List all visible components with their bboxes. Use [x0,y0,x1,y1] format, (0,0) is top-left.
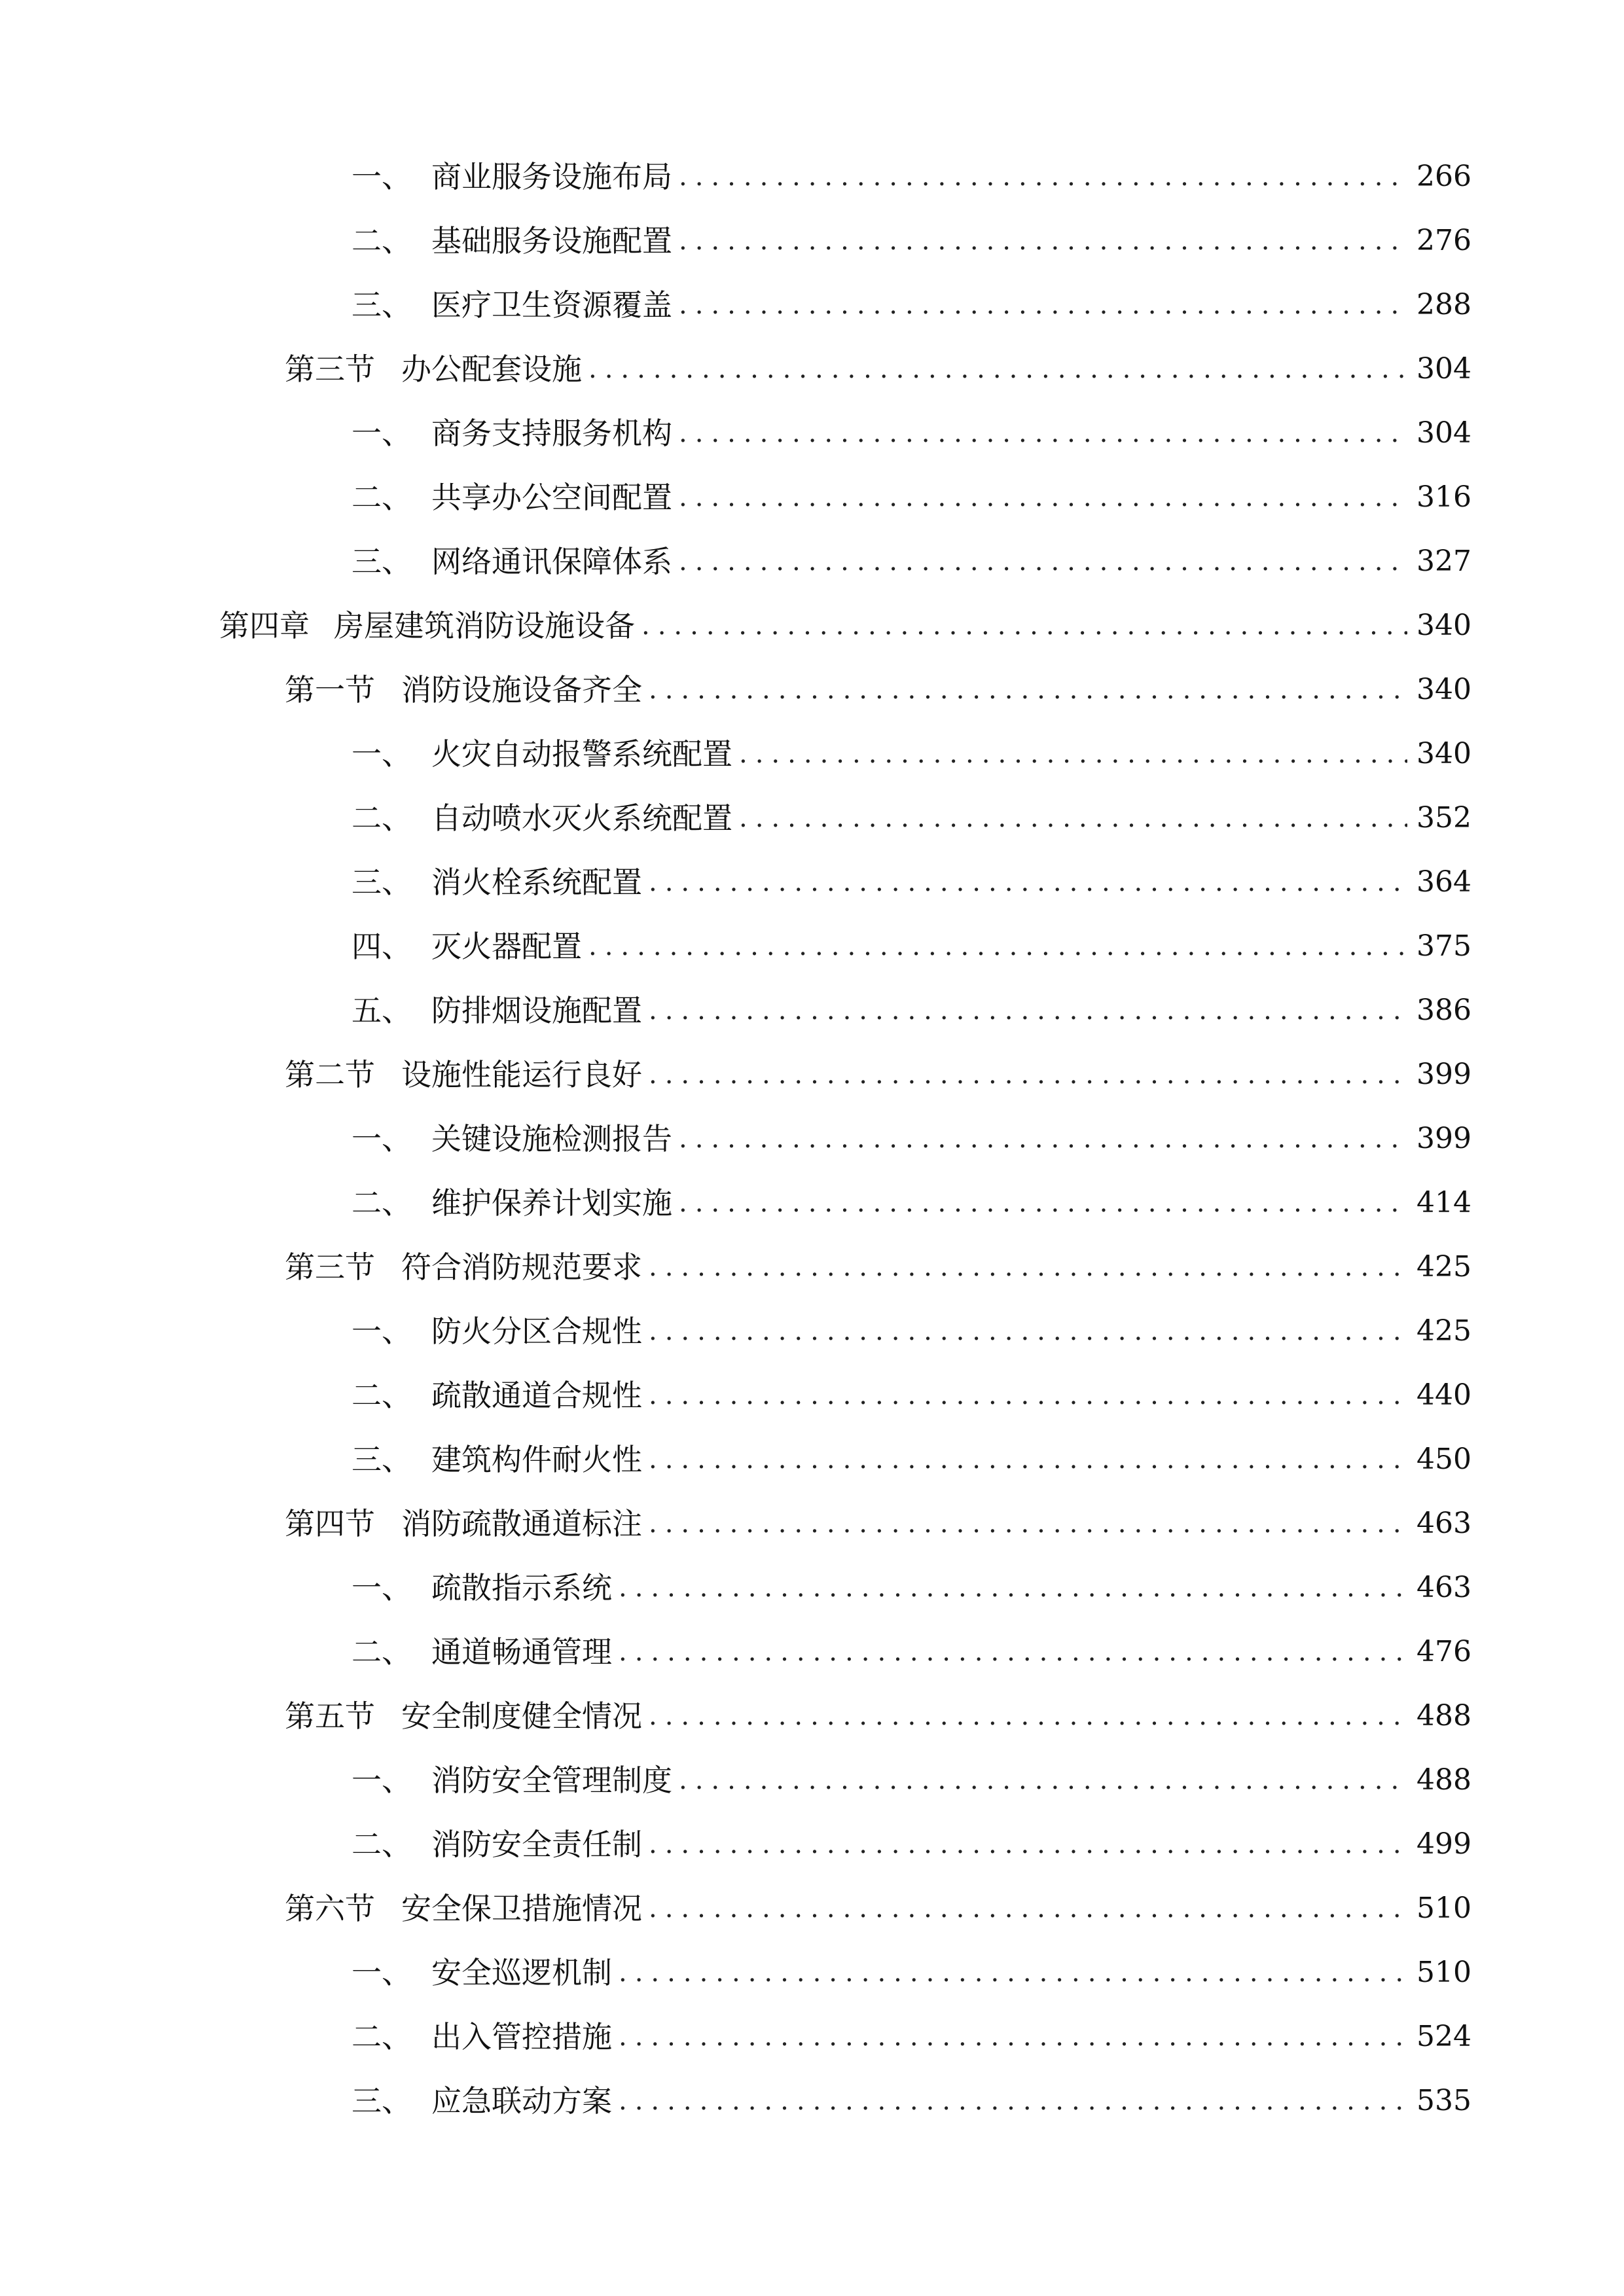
toc-entry-title: 出入管控措施 [431,2019,612,2054]
toc-entry-number: 一、 [352,416,412,451]
dot-leader [649,1305,1407,1357]
toc-entry-title: 防排烟设施配置 [431,993,642,1028]
toc-entry[interactable] [352,1626,1471,1678]
toc-entry[interactable] [352,535,1471,588]
toc-entry-page: 375 [1416,929,1471,963]
toc-entry-page: 463 [1416,1571,1471,1604]
toc-entry[interactable] [285,1498,1471,1550]
toc-entry-number: 第四章 [219,608,310,643]
toc-entry-number: 第二节 [285,1057,375,1092]
toc-entry-number: 二、 [352,480,412,515]
toc-entry[interactable] [352,151,1471,203]
dot-leader [588,343,1407,395]
dot-leader [649,664,1407,716]
toc-entry[interactable] [285,343,1471,395]
toc-entry-title: 消防安全责任制 [431,1827,642,1862]
toc-entry-number: 一、 [352,1763,412,1798]
toc-entry-title: 网络通讯保障体系 [431,544,672,579]
toc-entry-number: 第一节 [285,672,375,708]
toc-entry[interactable] [352,2075,1471,2127]
dot-leader [679,151,1407,203]
toc-entry[interactable] [352,856,1471,908]
toc-entry-number: 四、 [352,929,412,964]
dot-leader [619,1626,1407,1678]
toc-entry-title: 医疗卫生资源覆盖 [431,287,672,323]
toc-entry[interactable] [352,1113,1471,1165]
toc-entry-page: 524 [1416,2020,1471,2053]
toc-entry-number: 二、 [352,1378,412,1413]
toc-entry-page: 340 [1416,609,1471,642]
toc-entry-number: 一、 [352,159,412,194]
dot-leader [649,1433,1407,1486]
toc-entry-page: 399 [1416,1122,1471,1155]
toc-entry[interactable] [352,792,1471,844]
toc-entry-page: 463 [1416,1507,1471,1540]
toc-entry-page: 488 [1416,1763,1471,1797]
toc-entry-title: 维护保养计划实施 [431,1185,672,1221]
toc-entry-number: 二、 [352,2019,412,2054]
dot-leader [739,792,1407,844]
toc-entry-page: 276 [1416,224,1471,257]
toc-entry[interactable] [285,1882,1471,1935]
dot-leader [649,1049,1407,1101]
toc-entry-title: 灭火器配置 [431,929,582,964]
toc-entry-page: 288 [1416,288,1471,321]
dot-leader [619,1946,1407,1999]
toc-entry-title: 关键设施检测报告 [431,1121,672,1157]
toc-entry-page: 327 [1416,545,1471,578]
dot-leader [619,2075,1407,2127]
dot-leader [679,1754,1407,1806]
toc-entry[interactable] [285,1241,1471,1293]
toc-entry-title: 疏散通道合规性 [431,1378,642,1413]
toc-entry-page: 440 [1416,1378,1471,1412]
toc-entry-page: 414 [1416,1186,1471,1219]
dot-leader [679,535,1407,588]
toc-entry-title: 共享办公空间配置 [431,480,672,515]
dot-leader [649,1498,1407,1550]
toc-entry[interactable] [285,664,1471,716]
toc-entry[interactable] [352,984,1471,1037]
toc-entry-page: 304 [1416,416,1471,450]
toc-entry-page: 476 [1416,1635,1471,1668]
toc-entry-title: 消火栓系统配置 [431,865,642,900]
dot-leader [649,1369,1407,1422]
toc-entry-page: 425 [1416,1314,1471,1348]
dot-leader [649,984,1407,1037]
toc-entry-number: 二、 [352,1634,412,1670]
toc-entry-title: 通道畅通管理 [431,1634,612,1670]
toc-entry-title: 安全保卫措施情况 [401,1891,642,1926]
toc-entry-number: 第六节 [285,1891,375,1926]
dot-leader [588,920,1407,973]
toc-entry-number: 一、 [352,736,412,772]
dot-leader [679,407,1407,459]
toc-entry[interactable] [352,407,1471,459]
toc-entry[interactable] [285,1049,1471,1101]
toc-entry-page: 340 [1416,673,1471,706]
dot-leader [649,1241,1407,1293]
toc-entry-number: 二、 [352,1827,412,1862]
toc-entry-number: 三、 [352,1442,412,1477]
toc-entry-title: 消防安全管理制度 [431,1763,672,1798]
toc-entry[interactable] [352,215,1471,267]
toc-entry-title: 自动喷水灭火系统配置 [431,800,732,836]
toc-entry-page: 450 [1416,1443,1471,1476]
dot-leader [679,1113,1407,1165]
toc-entry-title: 商业服务设施布局 [431,159,672,194]
toc-entry-title: 建筑构件耐火性 [431,1442,642,1477]
toc-entry-page: 340 [1416,737,1471,770]
toc-entry-title: 办公配套设施 [401,351,582,387]
toc-entry-number: 三、 [352,287,412,323]
toc-entry-title: 安全制度健全情况 [401,1698,642,1734]
toc-entry-title: 基础服务设施配置 [431,223,672,259]
toc-entry[interactable] [352,728,1471,780]
toc-entry-number: 第四节 [285,1506,375,1541]
toc-entry-page: 425 [1416,1250,1471,1283]
dot-leader [739,728,1407,780]
dot-leader [641,600,1407,652]
toc-entry-title: 应急联动方案 [431,2083,612,2119]
toc-entry-page: 266 [1416,160,1471,193]
toc-entry-page: 352 [1416,801,1471,834]
toc-entry-title: 设施性能运行良好 [401,1057,642,1092]
dot-leader [649,1882,1407,1935]
toc-entry-title: 商务支持服务机构 [431,416,672,451]
toc-entry-page: 535 [1416,2084,1471,2117]
toc-entry-number: 二、 [352,1185,412,1221]
toc-entry-title: 安全巡逻机制 [431,1955,612,1990]
toc-entry-page: 499 [1416,1827,1471,1861]
toc-entry-title: 符合消防规范要求 [401,1249,642,1285]
toc-entry-page: 510 [1416,1892,1471,1925]
toc-entry-number: 第三节 [285,1249,375,1285]
toc-entry[interactable] [352,279,1471,331]
toc-entry-number: 三、 [352,544,412,579]
toc-entry[interactable] [285,1690,1471,1742]
dot-leader [649,856,1407,908]
dot-leader [679,215,1407,267]
toc-entry[interactable] [352,1305,1471,1357]
toc-entry-page: 316 [1416,480,1471,514]
toc-entry-page: 364 [1416,865,1471,899]
toc-entry-page: 386 [1416,994,1471,1027]
dot-leader [619,1562,1407,1614]
toc-entry-title: 消防疏散通道标注 [401,1506,642,1541]
dot-leader [649,1690,1407,1742]
toc-entry[interactable] [352,1562,1471,1614]
toc-entry-page: 510 [1416,1956,1471,1989]
dot-leader [649,1818,1407,1871]
toc-entry-number: 一、 [352,1955,412,1990]
toc-entry-title: 房屋建筑消防设施设备 [334,608,635,643]
toc-entry-title: 防火分区合规性 [431,1314,642,1349]
toc-entry-number: 一、 [352,1121,412,1157]
toc-entry[interactable] [352,2011,1471,2063]
toc-entry-number: 一、 [352,1314,412,1349]
dot-leader [679,279,1407,331]
toc-entry-page: 399 [1416,1058,1471,1091]
toc-entry-title: 疏散指示系统 [431,1570,612,1605]
toc-entry-page: 488 [1416,1699,1471,1732]
toc-entry-title: 消防设施设备齐全 [401,672,642,708]
toc-entry[interactable] [352,1818,1471,1871]
toc-entry[interactable] [352,1433,1471,1486]
toc-entry-number: 三、 [352,2083,412,2119]
toc-entry[interactable] [352,1369,1471,1422]
toc-entry[interactable] [352,1177,1471,1229]
toc-entry[interactable] [219,600,1471,652]
toc-entry-title: 火灾自动报警系统配置 [431,736,732,772]
toc-entry-number: 一、 [352,1570,412,1605]
toc-entry[interactable] [352,1946,1471,1999]
toc-entry-number: 五、 [352,993,412,1028]
toc-entry-number: 第五节 [285,1698,375,1734]
toc-entry-number: 二、 [352,800,412,836]
dot-leader [679,1177,1407,1229]
toc-entry-page: 304 [1416,352,1471,386]
dot-leader [679,471,1407,524]
toc-entry-number: 三、 [352,865,412,900]
toc-entry[interactable] [352,471,1471,524]
toc-entry-number: 第三节 [285,351,375,387]
dot-leader [619,2011,1407,2063]
toc-entry[interactable] [352,1754,1471,1806]
toc-entry-number: 二、 [352,223,412,259]
toc-entry[interactable] [352,920,1471,973]
